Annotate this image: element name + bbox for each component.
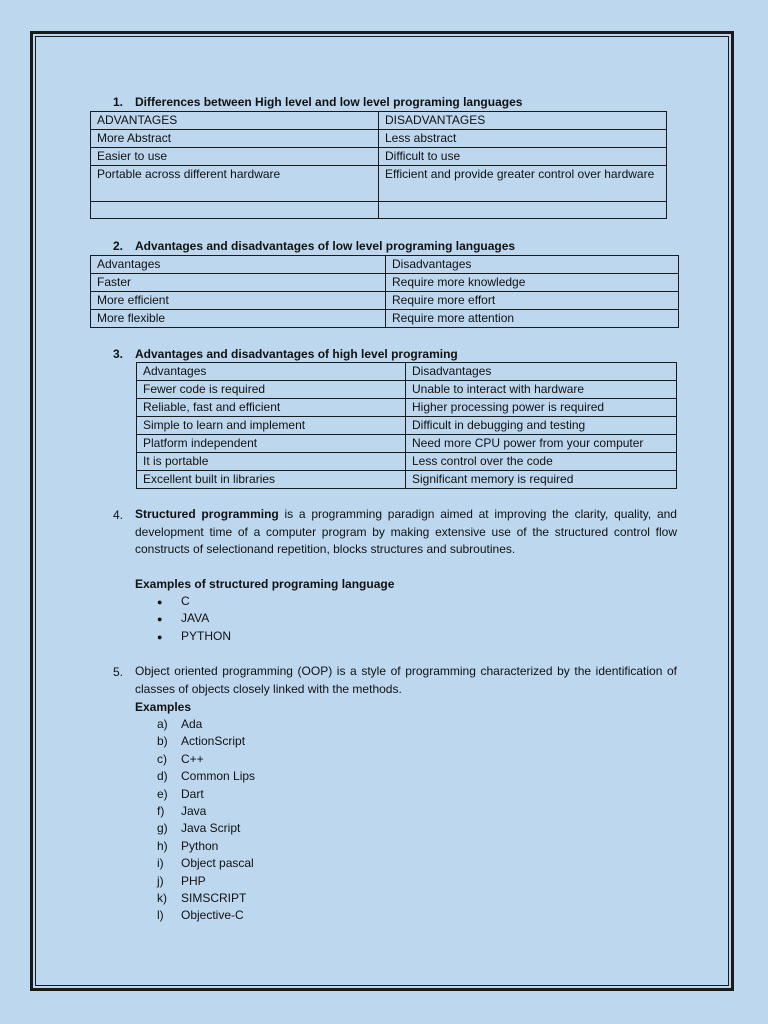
section-4-term: Structured programming: [135, 507, 279, 521]
table-row: [137, 453, 677, 471]
table-cell: Faster: [91, 274, 386, 292]
section-5-examples-list: [157, 716, 255, 925]
table-row: [91, 202, 667, 219]
table-cell: It is portable: [137, 453, 406, 471]
table-cell: Reliable, fast and efficient: [137, 399, 406, 417]
list-item-marker: b): [157, 734, 168, 749]
section-1-number: 1.: [113, 95, 124, 109]
table-cell: Require more attention: [386, 310, 679, 328]
table-cell: Platform independent: [137, 435, 406, 453]
table-row: [137, 381, 677, 399]
table-header-cell: Disadvantages: [406, 363, 677, 381]
list-item-marker: h): [157, 838, 168, 853]
table-header-cell: Disadvantages: [386, 256, 679, 274]
section-4-paragraph: [135, 506, 677, 559]
list-item: [157, 751, 255, 768]
list-item: [157, 838, 255, 855]
table-cell: Significant memory is required: [406, 471, 677, 489]
list-item-label: Objective-C: [181, 908, 244, 923]
table-header-row: [91, 112, 667, 130]
table-cell: Easier to use: [91, 148, 379, 166]
list-item: [157, 890, 255, 907]
table-header-cell: Advantages: [137, 363, 406, 381]
table-cell: More flexible: [91, 310, 386, 328]
list-item: [157, 873, 255, 890]
list-item: [157, 907, 255, 924]
section-3-title: Advantages and disadvantages of high level programing: [135, 347, 458, 361]
table-cell: Fewer code is required: [137, 381, 406, 399]
section-5-examples-title: Examples: [135, 700, 192, 714]
list-item-label: C: [181, 594, 190, 608]
table-cell: Need more CPU power from your computer: [406, 435, 677, 453]
table-cell: More Abstract: [91, 130, 379, 148]
list-item-marker: c): [157, 751, 167, 766]
list-item-label: Java: [181, 804, 207, 819]
table-cell: Require more effort: [386, 292, 679, 310]
table-row: [91, 130, 667, 148]
table-cell: Less abstract: [379, 130, 667, 148]
list-item-marker: e): [157, 786, 168, 801]
table-header-cell: Advantages: [91, 256, 386, 274]
table-cell: Less control over the code: [406, 453, 677, 471]
list-item: [157, 820, 255, 837]
table-row: [91, 292, 679, 310]
list-item-label: PHP: [181, 873, 206, 888]
list-item-label: Object pascal: [181, 856, 254, 871]
table-cell: Higher processing power is required: [406, 399, 677, 417]
list-item-marker: j): [157, 873, 164, 888]
list-item-marker: g): [157, 821, 168, 836]
section-2-heading: [113, 239, 515, 253]
list-item-marker: l): [157, 908, 164, 923]
table-row: [91, 148, 667, 166]
table-cell: Simple to learn and implement: [137, 417, 406, 435]
table-row: [91, 310, 679, 328]
list-item: [157, 768, 255, 785]
table-row: [137, 399, 677, 417]
table-cell: Excellent built in libraries: [137, 471, 406, 489]
table-cell: Difficult to use: [379, 148, 667, 166]
section-1-table: [90, 111, 667, 219]
list-item-marker: f): [157, 804, 165, 819]
table-cell: [379, 202, 667, 219]
table-cell: Difficult in debugging and testing: [406, 417, 677, 435]
table-row: [137, 417, 677, 435]
section-3-number: 3.: [113, 347, 124, 361]
bullet-icon: ●: [157, 631, 163, 642]
list-item-label: ActionScript: [181, 734, 246, 749]
list-item-marker: k): [157, 891, 167, 906]
table-header-row: [91, 256, 679, 274]
table-row: [91, 166, 667, 202]
section-2-table: [90, 255, 679, 328]
list-item-label: PYTHON: [181, 628, 232, 643]
section-1-heading: [113, 95, 522, 109]
list-item-label: Java Script: [181, 821, 241, 836]
section-2-number: 2.: [113, 239, 124, 253]
table-cell: Require more knowledge: [386, 274, 679, 292]
section-4-examples-list: [157, 593, 231, 645]
section-4-number: 4.: [113, 508, 124, 522]
list-item-marker: a): [157, 717, 168, 731]
section-5-paragraph: Object oriented programming (OOP) is a style of programming characterized by the identification of classes of objects closely linked with the methods.: [135, 664, 677, 696]
list-item-label: Python: [181, 838, 219, 853]
list-item: [157, 733, 255, 750]
bullet-icon: ●: [157, 614, 163, 625]
section-4-examples-title: Examples of structured programing language: [135, 577, 395, 591]
table-cell: Portable across different hardware: [91, 166, 379, 202]
list-item: [157, 716, 255, 733]
section-4-text: is a programming paradign aimed at improving the clarity, quality, and development time of a computer program by making extensive use of the structured control flow constructs of selectionand repetition, blocks structures and subroutines.: [135, 507, 677, 556]
section-5-number: 5.: [113, 665, 124, 679]
list-item-marker: d): [157, 769, 168, 784]
list-item: [157, 855, 255, 872]
list-item-label: JAVA: [181, 611, 210, 626]
bullet-icon: ●: [157, 597, 163, 607]
list-item-label: C++: [181, 751, 204, 766]
list-item-label: SIMSCRIPT: [181, 891, 247, 906]
section-3-table: [136, 362, 677, 489]
list-item: [157, 628, 231, 645]
table-cell: Efficient and provide greater control over hardware: [379, 166, 667, 202]
list-item: [157, 803, 255, 820]
table-row: [137, 435, 677, 453]
table-header-row: [137, 363, 677, 381]
table-row: [137, 471, 677, 489]
section-1-title: Differences between High level and low level programing languages: [135, 95, 523, 109]
table-cell: Unable to interact with hardware: [406, 381, 677, 399]
list-item: [157, 610, 231, 627]
list-item-label: Dart: [181, 786, 204, 801]
table-cell: More efficient: [91, 292, 386, 310]
table-header-cell: ADVANTAGES: [91, 112, 379, 130]
table-cell: [91, 202, 379, 219]
list-item-marker: i): [157, 856, 164, 871]
table-header-cell: DISADVANTAGES: [379, 112, 667, 130]
list-item-label: Ada: [181, 717, 203, 731]
list-item-label: Common Lips: [181, 769, 256, 784]
list-item: [157, 593, 231, 610]
section-3-heading: [113, 347, 458, 361]
table-row: [91, 274, 679, 292]
section-2-title: Advantages and disadvantages of low level programing languages: [135, 239, 516, 253]
list-item: [157, 786, 255, 803]
